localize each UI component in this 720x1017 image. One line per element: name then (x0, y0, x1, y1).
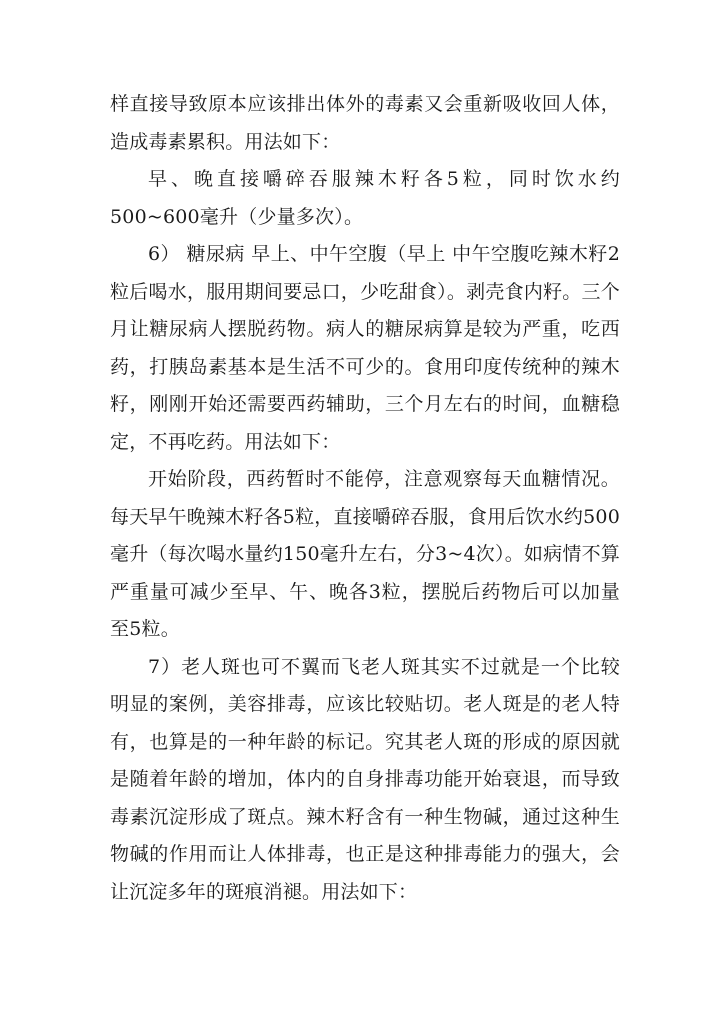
paragraph-4: 开始阶段，西药暂时不能停，注意观察每天血糖情况。每天早午晚辣木籽各5粒，直接嚼碎吞服，食用后饮水约500毫升（每次喝水量约150毫升左右，分3~4次）。如病情不算严重量可减少至早、午、晚各3粒，摆脱后药物后可以加量至5粒。 (110, 468, 620, 640)
paragraph-5: 7）老人斑也可不翼而飞老人斑其实不过就是一个比较明显的案例，美容排毒，应该比较贴切。老人斑是的老人特有，也算是的一种年龄的标记。究其老人斑的形成的原因就是随着年龄的增加，体内的自身排毒功能开始衰退，而导致毒素沉淀形成了斑点。辣木籽含有一种生物碱，通过这种生物碱的作用而让人体排毒，也正是这种排毒能力的强大，会让沉淀多年的斑痕消褪。用法如下： (110, 655, 620, 903)
paragraph-2: 早、晚直接嚼碎吞服辣木籽各5粒，同时饮水约500~600毫升（少量多次）。 (110, 168, 620, 228)
document-body (110, 86, 620, 911)
paragraph-3: 6） 糖尿病 早上、中午空腹（早上 中午空腹吃辣木籽2粒后喝水，服用期间要忌口，少吃甜食）。剥壳食内籽。三个月让糖尿病人摆脱药物。病人的糖尿病算是较为严重，吃西药，打胰岛素基本是生活不可少的。食用印度传统种的辣木籽，刚刚开始还需要西药辅助，三个月左右的时间，血糖稳定，不再吃药。用法如下： (110, 243, 620, 453)
paragraph-1: 样直接导致原本应该排出体外的毒素又会重新吸收回人体，造成毒素累积。用法如下： (110, 93, 620, 153)
